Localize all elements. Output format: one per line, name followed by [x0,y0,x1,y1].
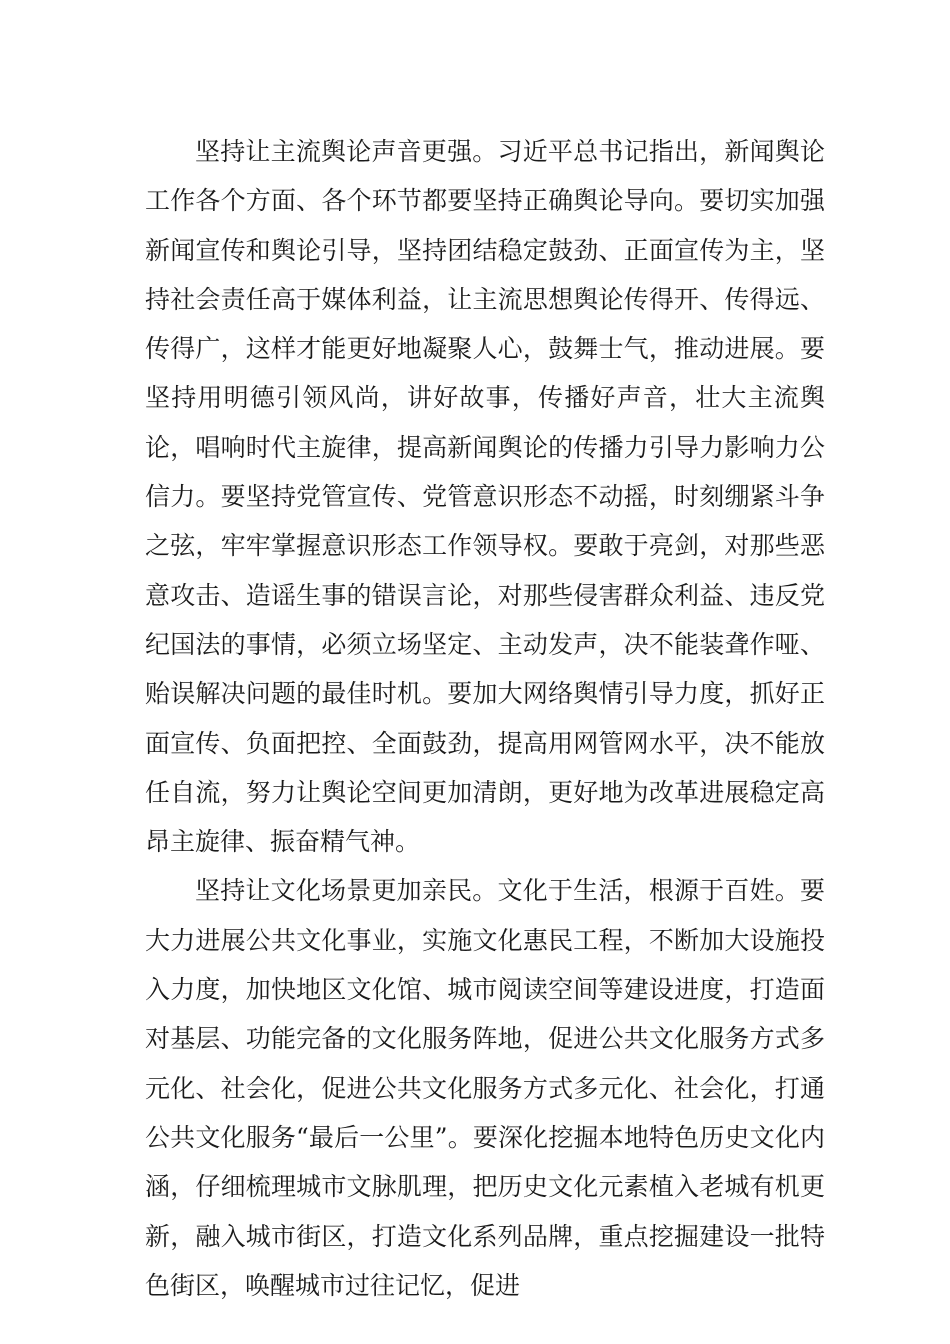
paragraph-2: 坚持让文化场景更加亲民。文化于生活，根源于百姓。要大力进展公共文化事业，实施文化惠民工程，不断加大设施投入力度，加快地区文化馆、城市阅读空间等建设进度，打造面对基层、功能完备的文化服务阵地，促进公共文化服务方式多元化、社会化，促进公共文化服务方式多元化、社会化，打通公共文化服务“最后一公里”。要深化挖掘本地特色历史文化内涵，仔细梳理城市文脉肌理，把历史文化元素植入老城有机更新，融入城市街区，打造文化系列品牌，重点挖掘建设一批特色街区，唤醒城市过往记忆，促进 [145,876,825,1300]
document-body [145,127,825,1310]
paragraph-1: 坚持让主流舆论声音更强。习近平总书记指出，新闻舆论工作各个方面、各个环节都要坚持正确舆论导向。要切实加强新闻宣传和舆论引导，坚持团结稳定鼓劲、正面宣传为主，坚持社会责任高于媒体利益，让主流思想舆论传得开、传得远、传得广，这样才能更好地凝聚人心，鼓舞士气，推动进展。要坚持用明德引领风尚，讲好故事，传播好声音，壮大主流舆论，唱响时代主旋律，提高新闻舆论的传播力引导力影响力公信力。要坚持党管宣传、党管意识形态不动摇，时刻绷紧斗争之弦，牢牢掌握意识形态工作领导权。要敢于亮剑，对那些恶意攻击、造谣生事的错误言论，对那些侵害群众利益、违反党纪国法的事情，必须立场坚定、主动发声，决不能装聋作哑、贻误解决问题的最佳时机。要加大网络舆情引导力度，抓好正面宣传、负面把控、全面鼓劲，提高用网管网水平，决不能放任自流，努力让舆论空间更加清朗，更好地为改革进展稳定高昂主旋律、振奋精气神。 [145,137,825,857]
